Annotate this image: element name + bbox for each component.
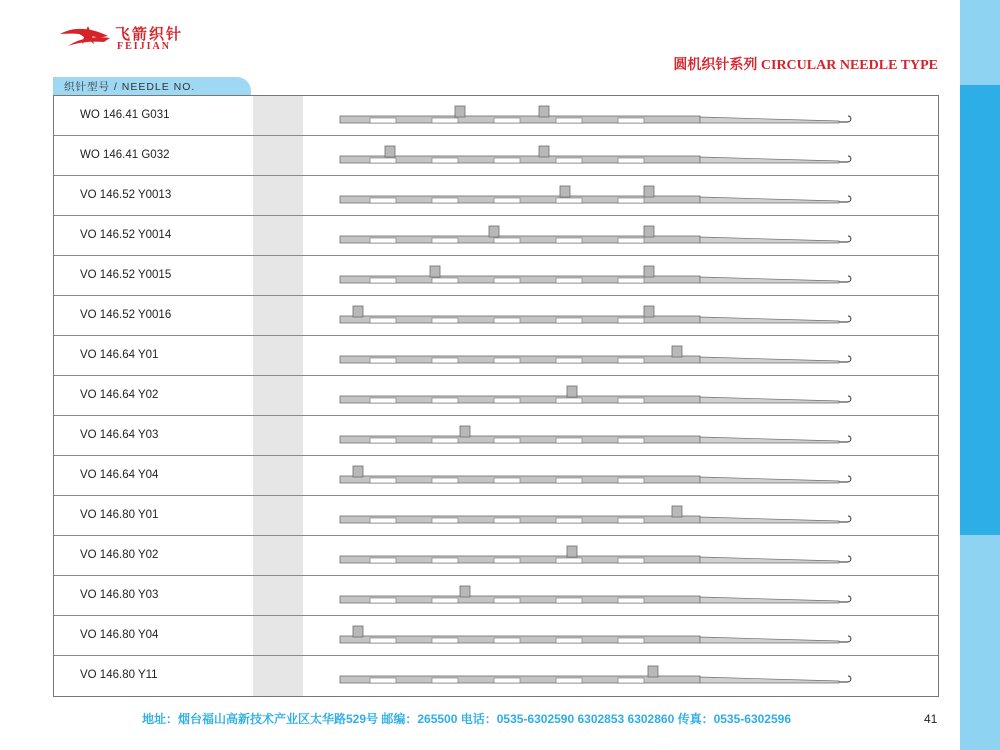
needle-row [54,176,938,216]
needle-model: VO 146.52 Y0014 [80,229,172,241]
needle-row [54,96,938,136]
needle-drawing-icon [334,462,864,490]
needle-model: WO 146.41 G032 [80,149,170,161]
needle-model: VO 146.80 Y02 [80,549,159,561]
needle-row [54,536,938,576]
series-title: 圆机织针系列 CIRCULAR NEEDLE TYPE [673,58,938,73]
needle-row [54,376,938,416]
needle-drawing-icon [334,262,864,290]
needle-row [54,576,938,616]
needle-drawing-icon [334,582,864,610]
needle-row [54,216,938,256]
needle-row [54,656,938,696]
needle-drawing-icon [334,182,864,210]
page-number: 41 [924,712,938,726]
needle-drawing-icon [334,622,864,650]
needle-row [54,416,938,456]
needle-model: VO 146.52 Y0015 [80,269,172,281]
needle-table [53,95,939,697]
side-banner-bottom [960,535,1000,750]
needle-row [54,296,938,336]
needle-drawing-icon [334,342,864,370]
needle-model: VO 146.80 Y03 [80,589,159,601]
needle-row [54,336,938,376]
needle-model: VO 146.52 Y0016 [80,309,172,321]
needle-row [54,136,938,176]
side-banner-top [960,0,1000,85]
needle-model: VO 146.64 Y01 [80,349,159,361]
needle-drawing-icon [334,382,864,410]
needle-model: VO 146.80 Y01 [80,509,159,521]
table-header: 织针型号 / NEEDLE NO. [64,81,196,93]
needle-drawing-icon [334,302,864,330]
brand-name-en: FEIJIAN [117,41,172,52]
needle-row [54,456,938,496]
needle-model: WO 146.41 G031 [80,109,170,121]
needle-drawing-icon [334,102,864,130]
needle-row [54,616,938,656]
needle-drawing-icon [334,222,864,250]
needle-drawing-icon [334,142,864,170]
needle-model: VO 146.52 Y0013 [80,189,172,201]
needle-model: VO 146.80 Y04 [80,629,159,641]
needle-drawing-icon [334,422,864,450]
needle-model: VO 146.80 Y11 [80,669,158,681]
needle-model: VO 146.64 Y03 [80,429,159,441]
needle-row [54,496,938,536]
needle-row [54,256,938,296]
needle-model: VO 146.64 Y02 [80,389,159,401]
needle-drawing-icon [334,662,864,690]
footer-contact: 地址：烟台福山高新技术产业区太华路529号 邮编：265500 电话：0535-6302590 6302853 6302860 传真：0535-6302596 [142,712,791,726]
needle-drawing-icon [334,502,864,530]
brand-name-cn: 飞箭织针 [115,26,184,43]
side-banner-text: YONGCHANG PRECISION KNITTING NEEDLE [934,97,950,503]
needle-model: VO 146.64 Y04 [80,469,159,481]
needle-drawing-icon [334,542,864,570]
